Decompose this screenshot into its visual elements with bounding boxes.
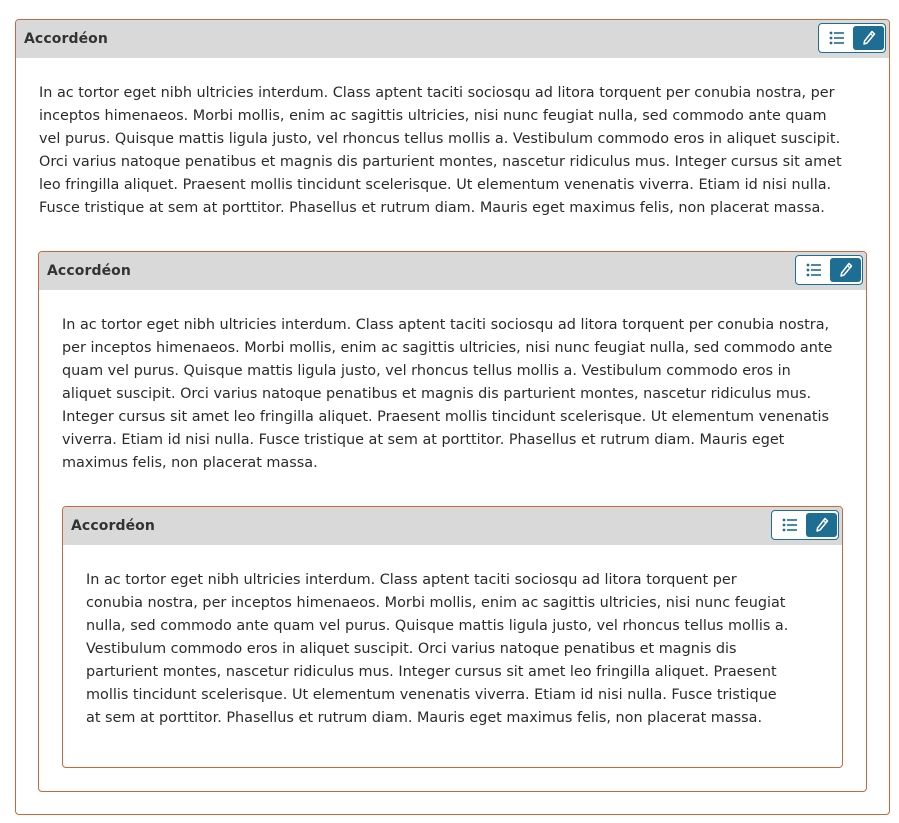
accordion-toolbar [795, 255, 863, 285]
accordion-outer [15, 19, 890, 815]
list-icon [829, 31, 845, 45]
list-button[interactable] [798, 258, 829, 282]
accordion-header[interactable] [63, 507, 842, 545]
accordion-content: In ac tortor eget nibh ultricies interdum. Class aptent taciti sociosqu ad litora torquent per conubia nostra, per inceptos himenaeos. Morbi mollis, enim ac sagittis ultricies, nisi nunc feugiat nulla, sed commodo ante quam vel purus. Quisque mattis ligula justo, vel rhoncus tellus mollis a. Vestibulum commodo eros in aliquet suscipit. Orci varius natoque penatibus et magnis dis parturient montes, nascetur ridiculus mus. Integer cursus sit amet leo fringilla aliquet. Praesent mollis tincidunt scelerisque. Ut elementum venenatis viverra. Etiam id nisi nulla. Fusce tristique at sem at porttitor. Phasellus et rutrum diam. Mauris eget maximus felis, non placerat massa. [86, 572, 789, 726]
pencil-icon [862, 30, 876, 46]
edit-button[interactable] [830, 258, 861, 282]
accordion-title: Accordéon [47, 263, 131, 279]
accordion-toolbar [818, 23, 886, 53]
accordion-header[interactable] [39, 252, 866, 290]
list-icon [782, 518, 798, 532]
accordion-inner [62, 506, 843, 768]
list-button[interactable] [774, 513, 805, 537]
accordion-title: Accordéon [71, 518, 155, 534]
accordion-header[interactable] [16, 20, 889, 58]
accordion-toolbar [771, 510, 839, 540]
edit-button[interactable] [853, 26, 884, 50]
pencil-icon [815, 517, 829, 533]
accordion-middle [38, 251, 867, 792]
accordion-content: In ac tortor eget nibh ultricies interdum. Class aptent taciti sociosqu ad litora torquent per conubia nostra, per inceptos himenaeos. Morbi mollis, enim ac sagittis ultricies, nisi nunc feugiat nulla, sed commodo ante quam vel purus. Quisque mattis ligula justo, vel rhoncus tellus mollis a. Vestibulum commodo eros in aliquet suscipit. Orci varius natoque penatibus et magnis dis parturient montes, nascetur ridiculus mus. Integer cursus sit amet leo fringilla aliquet. Praesent mollis tincidunt scelerisque. Ut elementum venenatis viverra. Etiam id nisi nulla. Fusce tristique at sem at porttitor. Phasellus et rutrum diam. Mauris eget maximus felis, non placerat massa. [62, 317, 833, 471]
accordion-content: In ac tortor eget nibh ultricies interdum. Class aptent taciti sociosqu ad litora torquent per conubia nostra, per inceptos himenaeos. Morbi mollis, enim ac sagittis ultricies, nisi nunc feugiat nulla, sed commodo ante quam vel purus. Quisque mattis ligula justo, vel rhoncus tellus mollis a. Vestibulum commodo eros in aliquet suscipit. Orci varius natoque penatibus et magnis dis parturient montes, nascetur ridiculus mus. Integer cursus sit amet leo fringilla aliquet. Praesent mollis tincidunt scelerisque. Ut elementum venenatis viverra. Etiam id nisi nulla. Fusce tristique at sem at porttitor. Phasellus et rutrum diam. Mauris eget maximus felis, non placerat massa. [39, 85, 842, 216]
edit-button[interactable] [806, 513, 837, 537]
list-icon [806, 263, 822, 277]
list-button[interactable] [821, 26, 852, 50]
accordion-title: Accordéon [24, 31, 108, 47]
pencil-icon [839, 262, 853, 278]
